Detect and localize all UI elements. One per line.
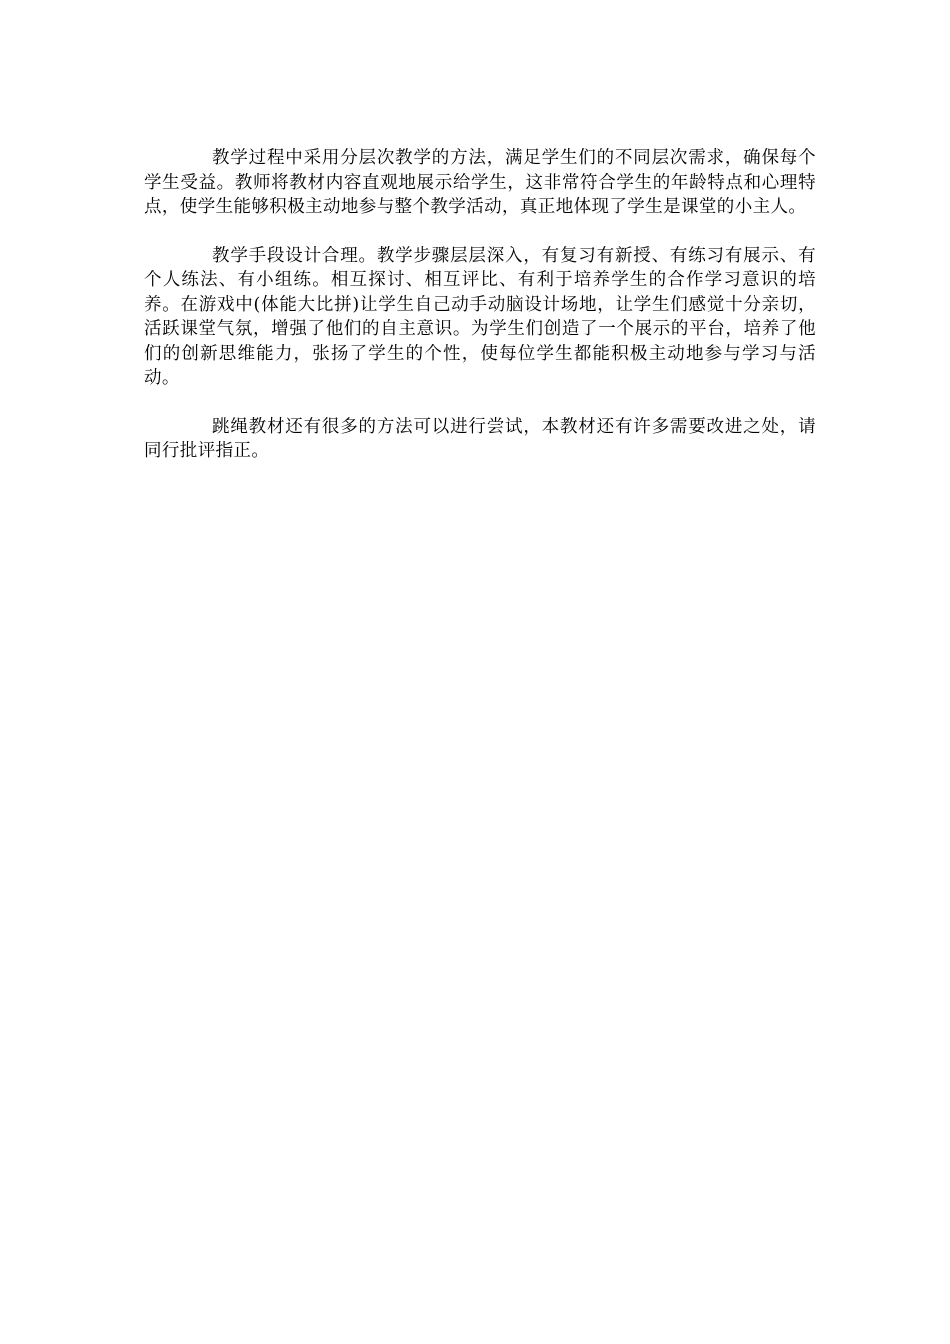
paragraph-conclusion: 跳绳教材还有很多的方法可以进行尝试，本教材还有许多需要改进之处，请同行批评指正。 [144, 416, 816, 461]
paragraph-layered-teaching: 教学过程中采用分层次教学的方法，满足学生们的不同层次需求，确保每个学生受益。教师将教材内容直观地展示给学生，这非常符合学生的年龄特点和心理特点，使学生能够积极主动地参与整个教学活动，真正地体现了学生是课堂的小主人。 [144, 148, 816, 217]
paragraph-teaching-methods: 教学手段设计合理。教学步骤层层深入，有复习有新授、有练习有展示、有个人练法、有小组练。相互探讨、相互评比、有利于培养学生的合作学习意识的培养。在游戏中(体能大比拼)让学生自己动手动脑设计场地，让学生们感觉十分亲切，活跃课堂气氛，增强了他们的自主意识。为学生们创造了一个展示的平台，培养了他们的创新思维能力，张扬了学生的个性，使每位学生都能积极主动地参与学习与活动。 [144, 245, 816, 388]
document-body [144, 146, 816, 464]
